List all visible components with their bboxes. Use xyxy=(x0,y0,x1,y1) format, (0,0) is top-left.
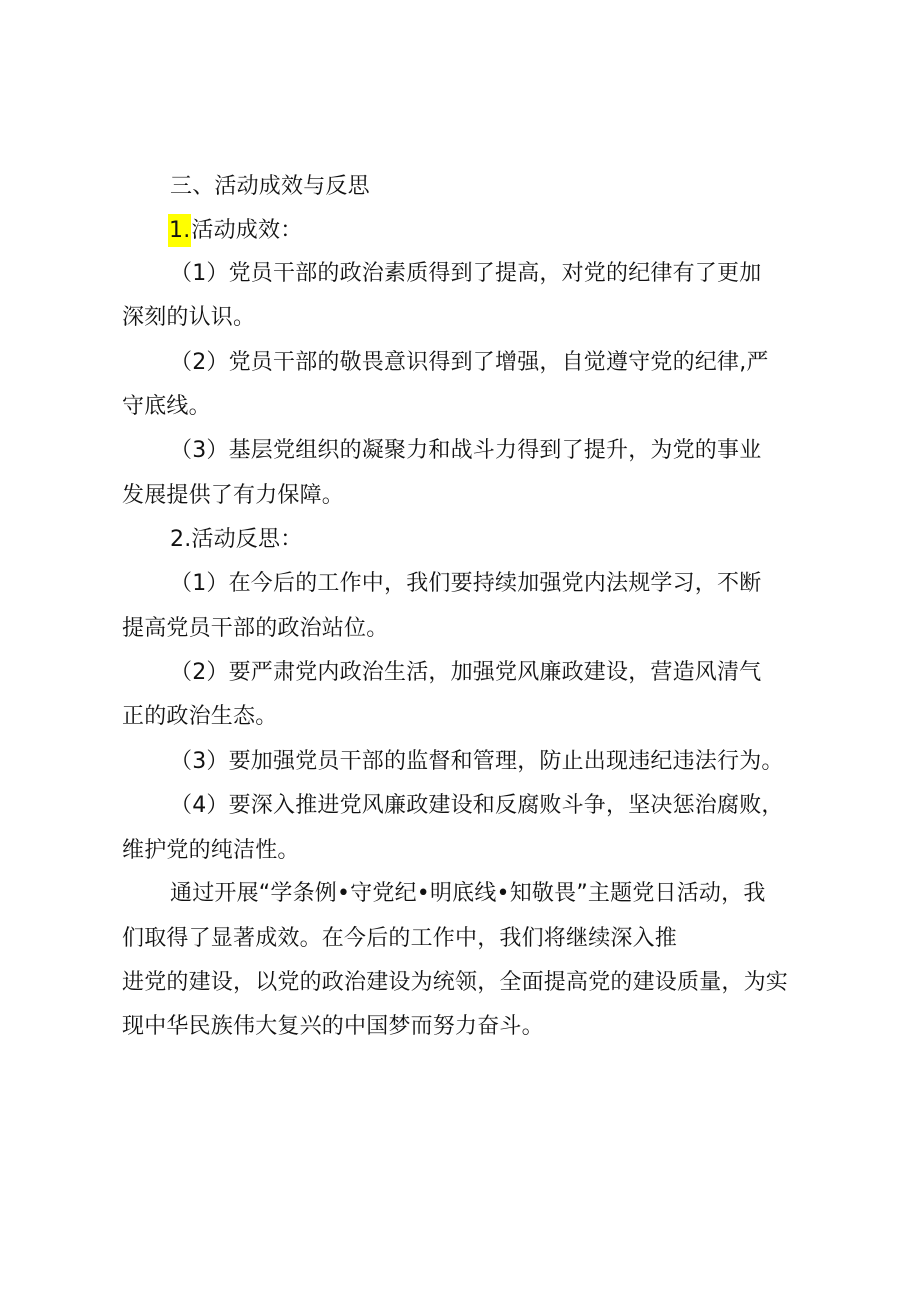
conclusion-line-4: 现中华民族伟大复兴的中国梦而努力奋斗。 xyxy=(122,1014,544,1039)
conclusion-line-1: 通过开展“学条例•守党纪•明底线•知敬畏”主题党日活动，我 xyxy=(170,881,766,906)
subsection-1-heading xyxy=(168,216,302,246)
result-2-line-1: （2）党员干部的敬畏意识得到了增强，自觉遵守党的纪律,严 xyxy=(170,350,769,375)
reflection-3-line-1: （3）要加强党员干部的监督和管理，防止出现违纪违法行为。 xyxy=(170,749,784,774)
reflection-1-line-2: 提高党员干部的政治站位。 xyxy=(122,616,389,641)
result-1-line-2: 深刻的认识。 xyxy=(122,305,256,330)
reflection-1-line-1: （1）在今后的工作中，我们要持续加强党内法规学习，不断 xyxy=(170,571,762,596)
section-heading: 三、活动成效与反思 xyxy=(170,174,370,199)
result-1-line-1: （1）党员干部的政治素质得到了提高，对党的纪律有了更加 xyxy=(170,261,762,286)
reflection-4-line-2: 维护党的纯洁性。 xyxy=(122,838,300,863)
conclusion-line-2: 们取得了显著成效。在今后的工作中，我们将继续深入推 xyxy=(122,926,678,951)
result-3-line-2: 发展提供了有力保障。 xyxy=(122,483,345,508)
result-2-line-2: 守底线。 xyxy=(122,394,211,419)
reflection-2-line-1: （2）要严肃党内政治生活，加强党风廉政建设，营造风清气 xyxy=(170,660,762,685)
result-3-line-1: （3）基层党组织的凝聚力和战斗力得到了提升，为党的事业 xyxy=(170,438,762,463)
reflection-4-line-1: （4）要深入推进党风廉政建设和反腐败斗争，坚决惩治腐败， xyxy=(170,793,784,818)
highlighted-number: 1. xyxy=(168,214,191,247)
conclusion-line-3: 进党的建设，以党的政治建设为统领，全面提高党的建设质量，为实 xyxy=(122,970,789,995)
reflection-2-line-2: 正的政治生态。 xyxy=(122,704,278,729)
subsection-1-title: 活动成效： xyxy=(191,218,303,243)
subsection-2-heading: 2.活动反思： xyxy=(170,527,303,552)
